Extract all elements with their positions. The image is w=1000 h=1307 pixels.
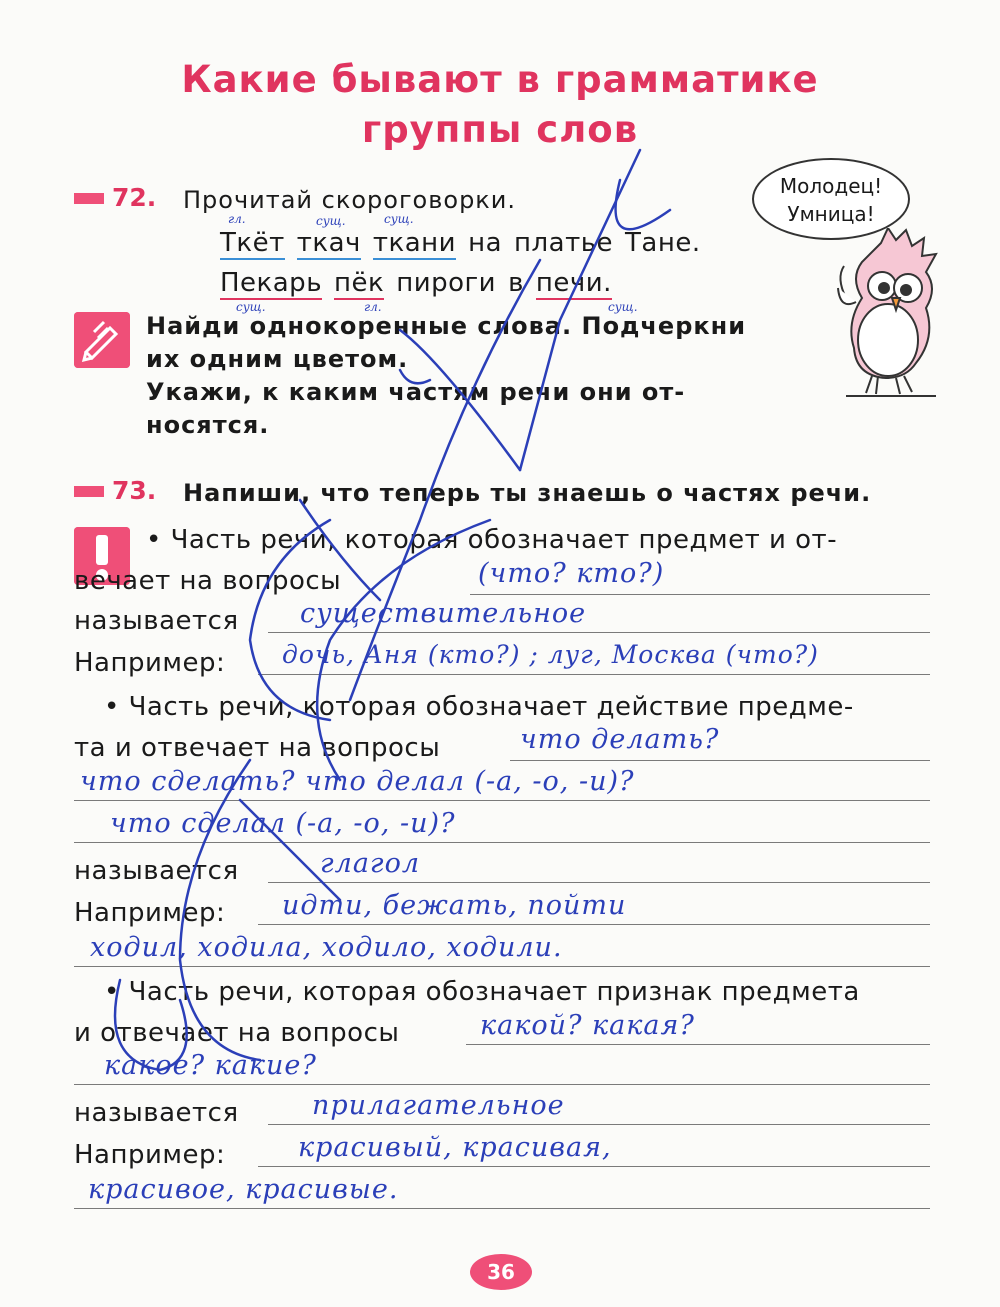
exercise-72-number: 72.	[112, 183, 157, 212]
exercise-72-task-3: Укажи, к каким частям речи они от-	[146, 378, 686, 406]
answer-block3-example-1: красивый, красивая,	[298, 1132, 612, 1163]
word-pek: пёк	[334, 268, 385, 298]
block3-called-label: называется	[74, 1098, 239, 1128]
block3-example-label: Например:	[74, 1140, 226, 1170]
answer-block2-called: глагол	[320, 848, 421, 879]
answer-block2-questions-2: что сделать? что делал (-а, -о, -и)?	[80, 766, 635, 797]
block2-called-label: называется	[74, 856, 239, 886]
annotation-tkach: сущ.	[316, 214, 346, 228]
page-number: 36	[470, 1254, 532, 1290]
word-pechi: печи.	[535, 268, 612, 298]
exercise-72-instruction: Прочитай скороговорки.	[183, 186, 517, 214]
answer-block3-example-2: красивое, красивые.	[88, 1174, 399, 1205]
block1-example-label: Например:	[74, 648, 226, 678]
block3-line-1: • Часть речи, которая обозначает признак предмета	[104, 977, 860, 1007]
answer-block1-questions: (что? кто?)	[478, 558, 665, 589]
answer-block1-called: существительное	[300, 598, 587, 629]
exercise-73-number: 73.	[112, 476, 157, 505]
exercise-73-instruction: Напиши, что теперь ты знаешь о частях речи.	[183, 479, 872, 507]
block2-line-1: • Часть речи, которая обозначает действие предме-	[104, 692, 854, 722]
word-pekar: Пекарь	[220, 268, 323, 298]
word: пироги	[396, 268, 497, 298]
page-title: Какие бывают в грамматике	[181, 58, 819, 101]
block1-line-2: вечает на вопросы	[74, 566, 342, 596]
block3-line-2: и отвечает на вопросы	[74, 1018, 400, 1048]
block1-called-label: называется	[74, 606, 239, 636]
annotation-pechi: сущ.	[608, 300, 638, 314]
block2-line-2: та и отвечает на вопросы	[74, 733, 441, 763]
annotation-tket: гл.	[228, 212, 246, 226]
answer-block1-example: дочь, Аня (кто?) ; луг, Москва (что?)	[282, 640, 819, 669]
annotation-pekar: сущ.	[236, 300, 266, 314]
word-tkach: ткач	[296, 228, 361, 258]
answer-block3-questions-2: какое? какие?	[104, 1050, 317, 1081]
block1-line-1: • Часть речи, которая обозначает предмет и от-	[146, 525, 838, 555]
exercise-72-task-4: носятся.	[146, 411, 270, 439]
answer-block3-called: прилагательное	[312, 1090, 565, 1121]
answer-block2-questions-1: что делать?	[520, 724, 720, 755]
word: платье	[514, 228, 614, 258]
bubble-line-2: Умница!	[787, 202, 875, 226]
word-tkani: ткани	[372, 228, 457, 258]
word-tket: Ткёт	[220, 228, 285, 258]
page-subtitle: группы слов	[361, 108, 639, 151]
answer-block2-example-2: ходил, ходила, ходило, ходили.	[90, 932, 563, 963]
answer-block2-example-1: идти, бежать, пойти	[282, 890, 627, 921]
annotation-pek: гл.	[364, 300, 382, 314]
exercise-72-task-2: их одним цветом.	[146, 345, 409, 373]
word: Тане.	[625, 228, 701, 258]
block2-example-label: Например:	[74, 898, 226, 928]
bubble-line-1: Молодец!	[779, 174, 883, 198]
word: на	[468, 228, 503, 258]
annotation-tkani: сущ.	[384, 212, 414, 226]
answer-block3-questions-1: какой? какая?	[480, 1010, 695, 1041]
exercise-72-task-1: Найди однокоренные слова. Подчеркни	[146, 312, 747, 340]
word: в	[508, 268, 524, 298]
answer-block2-questions-3: что сделал (-а, -о, -и)?	[110, 808, 456, 839]
